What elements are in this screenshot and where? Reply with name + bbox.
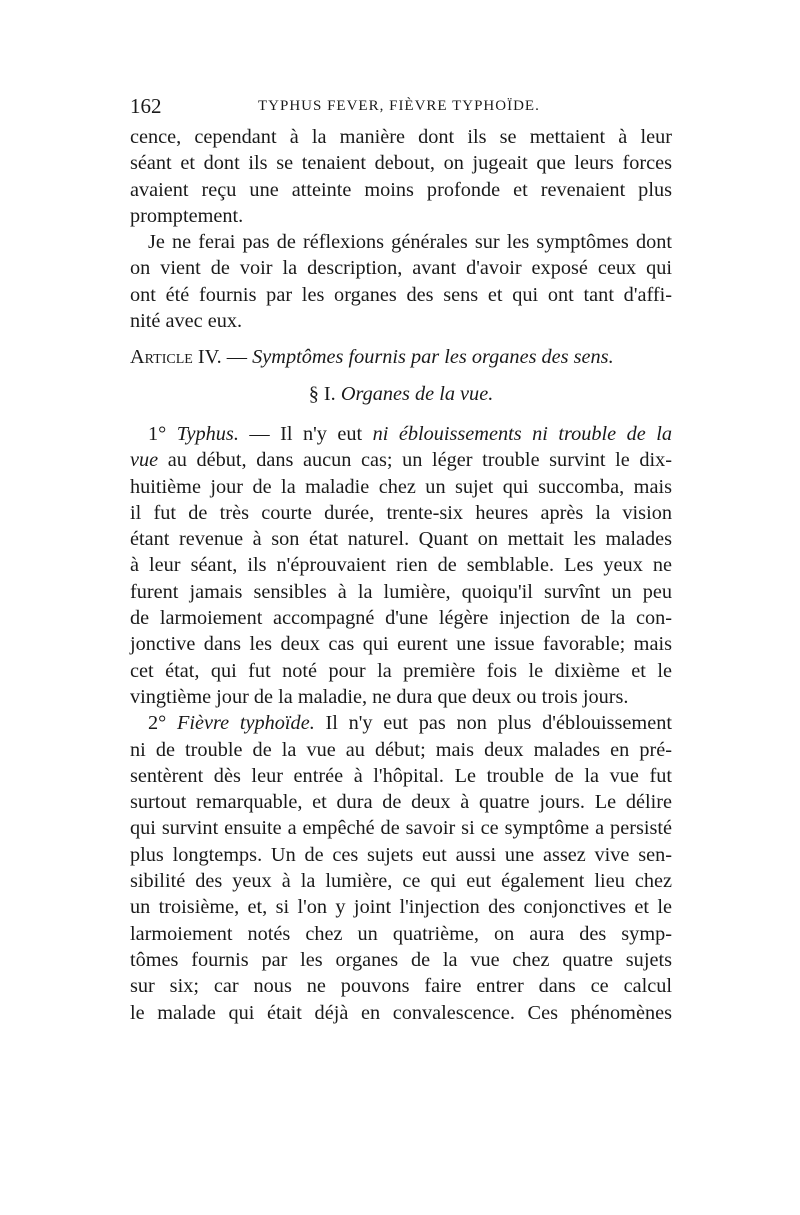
spacer xyxy=(130,334,672,344)
item-title: Fièvre typhoïde. xyxy=(176,712,315,735)
article-label: Article IV. xyxy=(130,346,222,369)
article-heading xyxy=(130,344,672,370)
text-line xyxy=(130,710,672,736)
article-title: Symptômes fournis par les organes des sens. xyxy=(252,346,614,369)
text-line: vingtième jour de la maladie, ne dura que deux ou trois jours. xyxy=(130,685,629,708)
running-header xyxy=(130,94,672,124)
text-line: avaient reçu une atteinte moins profonde et revenaient plus xyxy=(130,178,672,201)
text-line: Je ne ferai pas de réflexions générales sur les symptômes dont xyxy=(148,231,672,254)
text-line: on vient de voir la description, avant d'avoir exposé ceux qui xyxy=(130,257,672,280)
text-run: Il n'y eut pas non plus d'éblouissement xyxy=(314,712,672,735)
text-run: — Il n'y eut xyxy=(238,422,373,445)
text-line xyxy=(130,421,672,447)
text-line: sur six; car nous ne pouvons faire entrer dans ce calcul xyxy=(130,975,672,998)
text-line: un troisième, et, si l'on y joint l'injection des conjonctives et le xyxy=(130,896,672,919)
page-number: 162 xyxy=(130,94,162,118)
paragraph-reflexions xyxy=(130,229,672,334)
text-line: qui survint ensuite a empêché de savoir si ce symptôme a persisté xyxy=(130,817,672,840)
text-line: ont été fournis par les organes des sens et qui ont tant d'affi- xyxy=(130,283,672,306)
italic-run: vue xyxy=(130,449,159,472)
item-number: 1° xyxy=(148,422,167,445)
text-line: cence, cependant à la manière dont ils se mettaient à leur xyxy=(130,126,672,148)
section-heading xyxy=(130,381,672,407)
text-line: étant revenue à son état naturel. Quant on mettait les malades xyxy=(130,528,672,551)
book-page xyxy=(130,94,672,1026)
paragraph-typhus xyxy=(130,421,672,710)
text-line: huitième jour de la maladie chez un sujet qui succomba, mais xyxy=(130,475,672,498)
item-title: Typhus. xyxy=(176,422,239,445)
text-line: surtout remarquable, et dura de deux à quatre jours. Le délire xyxy=(130,791,672,814)
text-line xyxy=(130,447,672,473)
text-line: tômes fournis par les organes de la vue chez quatre sujets xyxy=(130,948,672,971)
text-line: il fut de très courte durée, trente-six heures après la vision xyxy=(130,501,672,524)
text-line: séant et dont ils se tenaient debout, on jugeait que leurs forces xyxy=(130,152,672,175)
section-label: § I. xyxy=(308,382,336,405)
section-title: Organes de la vue. xyxy=(340,382,494,405)
text-line: à leur séant, ils n'éprouvaient rien de semblable. Les yeux ne xyxy=(130,554,672,577)
text-line: sibilité des yeux à la lumière, ce qui eut également lieu chez xyxy=(130,870,672,893)
text-line: cet état, qui fut noté pour la première fois le dixième et le xyxy=(130,659,672,682)
text-line: le malade qui était déjà en convalescence. Ces phénomènes xyxy=(130,1001,672,1024)
paragraph-fievre-typhoide xyxy=(130,710,672,1026)
running-title: TYPHUS FEVER, FIÈVRE TYPHOÏDE. xyxy=(258,98,540,114)
text-line: jonctive dans les deux cas qui eurent une issue favorable; mais xyxy=(130,633,672,656)
text-line: larmoiement notés chez un quatrième, on aura des symp- xyxy=(130,922,672,945)
paragraph-continuation xyxy=(130,124,672,229)
text-run: au début, dans aucun cas; un léger trouble survint le dix- xyxy=(158,449,672,472)
text-line: plus longtemps. Un de ces sujets eut aussi une assez vive sen- xyxy=(130,843,672,866)
text-line: nité avec eux. xyxy=(130,310,243,333)
text-line: ni de trouble de la vue au début; mais deux malades en pré- xyxy=(130,738,672,761)
text-line: furent jamais sensibles à la lumière, quoiqu'il survînt un peu xyxy=(130,580,672,603)
text-line: sentèrent dès leur entrée à l'hôpital. Le trouble de la vue fut xyxy=(130,764,672,787)
text-line: promptement. xyxy=(130,204,244,227)
text-line: de larmoiement accompagné d'une légère injection de la con- xyxy=(130,607,672,630)
italic-run: ni éblouissements ni trouble de la xyxy=(372,422,672,445)
item-number: 2° xyxy=(148,712,167,735)
article-dash: — xyxy=(221,346,253,369)
